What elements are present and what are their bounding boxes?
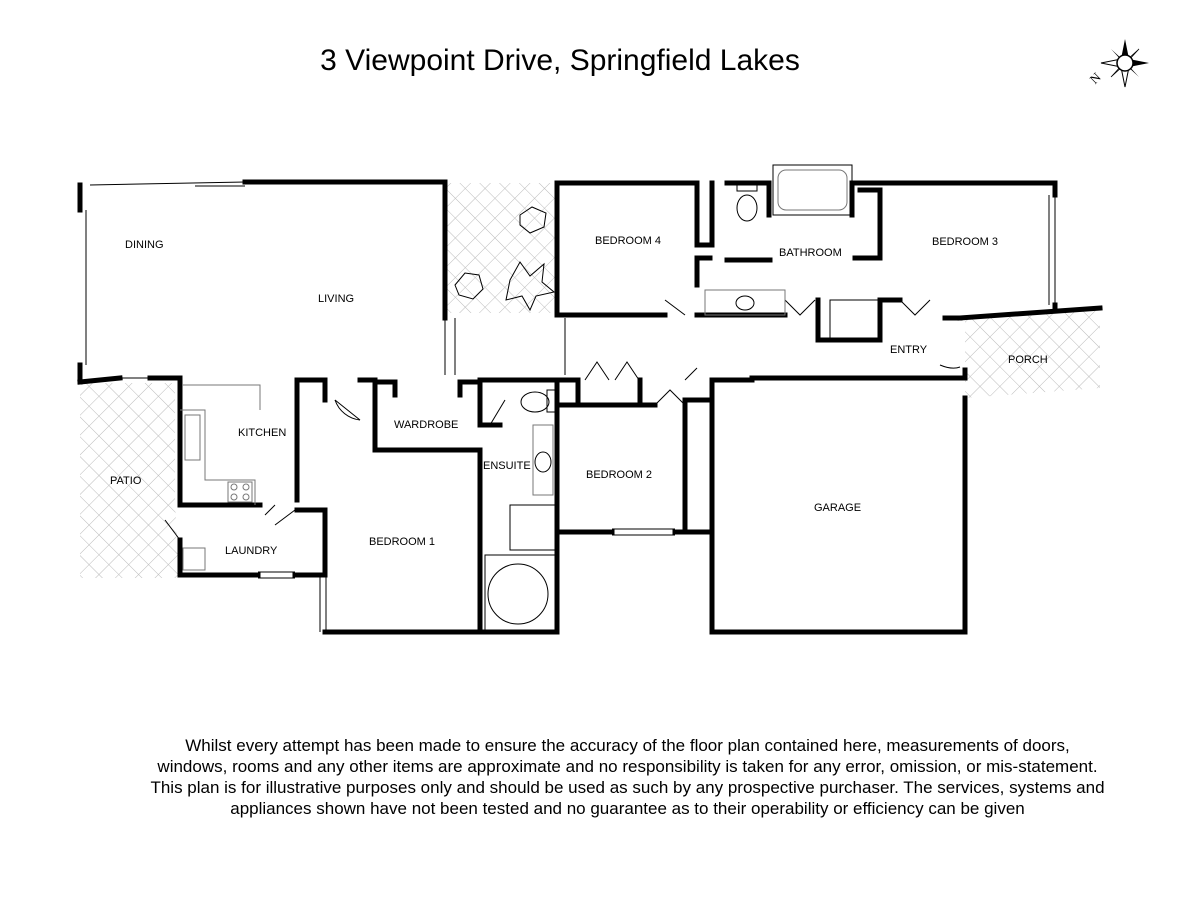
room-label-bedroom-1: BEDROOM 1 bbox=[369, 536, 436, 548]
room-label-patio: PATIO bbox=[110, 475, 142, 487]
compass-north-letter: N bbox=[1086, 69, 1104, 87]
room-label-dining: DINING bbox=[125, 239, 164, 251]
porch-hatch bbox=[965, 308, 1100, 398]
room-label-bedroom-2: BEDROOM 2 bbox=[586, 469, 653, 481]
courtyard-hatch bbox=[447, 183, 555, 313]
disclaimer-text: Whilst every attempt has been made to ensure the accuracy of the floor plan contained here, measurements of doors, windows, rooms and any other items are approximate and no responsibility is taken for any error, omission, or mis-statement. This plan is for illustrative purposes only and should be used as such by any prospective purchaser. The services, systems and appliances shown have not been tested and no guarantee as to their operability or efficiency can be given bbox=[150, 736, 1105, 818]
room-label-bedroom-4: BEDROOM 4 bbox=[595, 235, 662, 247]
room-label-kitchen: KITCHEN bbox=[238, 427, 287, 439]
room-label-entry: ENTRY bbox=[890, 344, 928, 356]
page-title: 3 Viewpoint Drive, Springfield Lakes bbox=[320, 44, 800, 77]
room-label-garage: GARAGE bbox=[814, 502, 862, 514]
walls bbox=[80, 182, 1100, 632]
room-label-living: LIVING bbox=[318, 293, 355, 305]
room-label-ensuite: ENSUITE bbox=[483, 460, 531, 472]
room-label-laundry: LAUNDRY bbox=[225, 545, 278, 557]
room-label-porch: PORCH bbox=[1008, 354, 1048, 366]
room-label-bedroom-3: BEDROOM 3 bbox=[932, 236, 999, 248]
room-label-bathroom: BATHROOM bbox=[779, 247, 842, 259]
room-label-wardrobe: WARDROBE bbox=[394, 419, 459, 431]
